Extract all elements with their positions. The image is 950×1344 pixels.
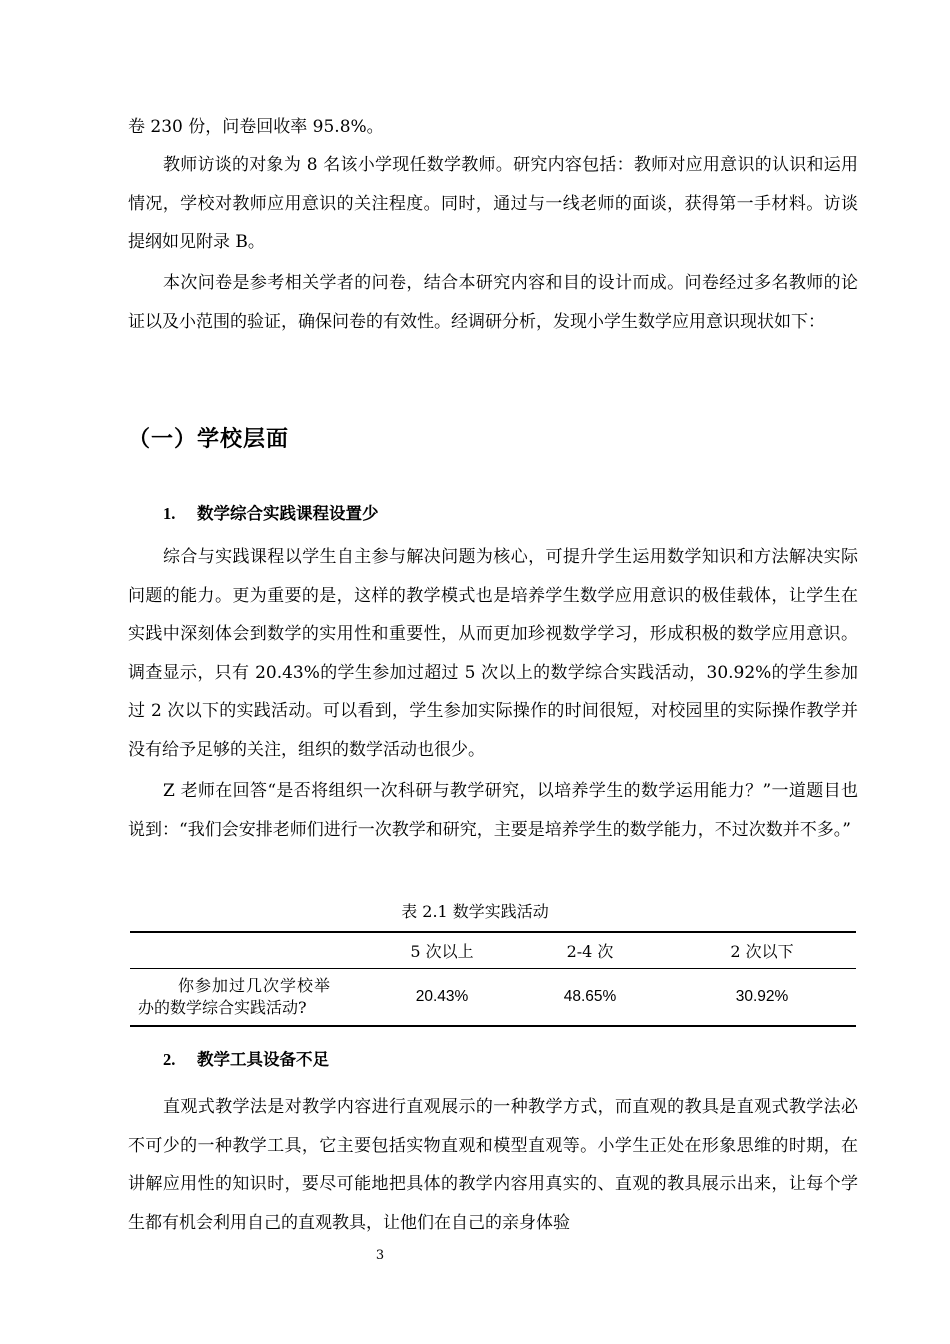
page-number: 3 (375, 1248, 385, 1263)
table-cell: 48.65% (563, 987, 617, 1005)
table-cell: 30.92% (735, 987, 789, 1005)
table-header-cell: 5 次以上 (410, 941, 474, 961)
table-header-row (130, 932, 856, 968)
table-cell: 20.43% (415, 987, 469, 1005)
paragraph-questionnaire: 本次问卷是参考相关学者的问卷，结合本研究内容和目的设计而成。问卷经过多名教师的论证以及小范围的验证，确保问卷的有效性。经调研分析，发现小学生数学应用意识现状如下： (128, 273, 858, 332)
subsection-title: 数学综合实践课程设置少 (197, 504, 379, 523)
subsection-heading-1 (163, 500, 379, 524)
subsection-number: 2. (163, 1050, 176, 1069)
table-caption: 表 2.1 数学实践活动 (401, 902, 549, 921)
section-heading: （一）学校层面 (128, 427, 290, 452)
paragraph-interview: 教师访谈的对象为 8 名该小学现任数学教师。研究内容包括：教师对应用意识的认识和运用情况，学校对教师应用意识的关注程度。同时，通过与一线老师的面谈，获得第一手材料。访谈提纲如见附录 B。 (128, 155, 858, 252)
table-row (130, 968, 856, 1026)
subsection-title: 教学工具设备不足 (197, 1050, 329, 1069)
row-label-line: 你参加过几次学校举 (178, 975, 332, 995)
paragraph-tools: 直观式教学法是对教学内容进行直观展示的一种教学方式，而直观的教具是直观式教学法必不可少的一种教学工具，它主要包括实物直观和模型直观等。小学生正处在形象思维的时期，在讲解应用性的知识时，要尽可能地把具体的教学内容用真实的、直观的教具展示出来，让每个学生都有机会利用自己的直观教具，让他们在自己的亲身体验 (128, 1097, 858, 1233)
table-header-cell: 2 次以下 (730, 941, 794, 961)
table-header-cell (130, 932, 372, 968)
table-header-cell: 2-4 次 (566, 941, 614, 961)
paragraph-intro: 卷 230 份，问卷回收率 95.8%。 (128, 117, 384, 137)
subsection-number: 1. (163, 504, 176, 523)
row-label-line: 办的数学综合实践活动? (138, 997, 307, 1017)
table-row-label (130, 968, 372, 1026)
subsection-heading-2 (163, 1046, 329, 1070)
practice-activity-table (130, 931, 856, 1027)
paragraph-practice: 综合与实践课程以学生自主参与解决问题为核心，可提升学生运用数学知识和方法解决实际问题的能力。更为重要的是，这样的教学模式也是培养学生数学应用意识的极佳载体，让学生在实践中深刻体会到数学的实用性和重要性，从而更加珍视数学学习，形成积极的数学应用意识。调查显示，只有 20.43%的学生参加过超过 5 次以上的数学综合实践活动，30.92%的学生参加过 2 次以下的实践活动。可以看到，学生参加实际操作的时间很短，对校园里的实际操作教学并没有给予足够的关注，组织的数学活动也很少。 (128, 547, 858, 760)
paragraph-teacher-z: Z 老师在回答“是否将组织一次科研与教学研究，以培养学生的数学运用能力？”一道题目也说到：“我们会安排老师们进行一次教学和研究，主要是培养学生的数学能力，不过次数并不多。” (128, 781, 858, 840)
